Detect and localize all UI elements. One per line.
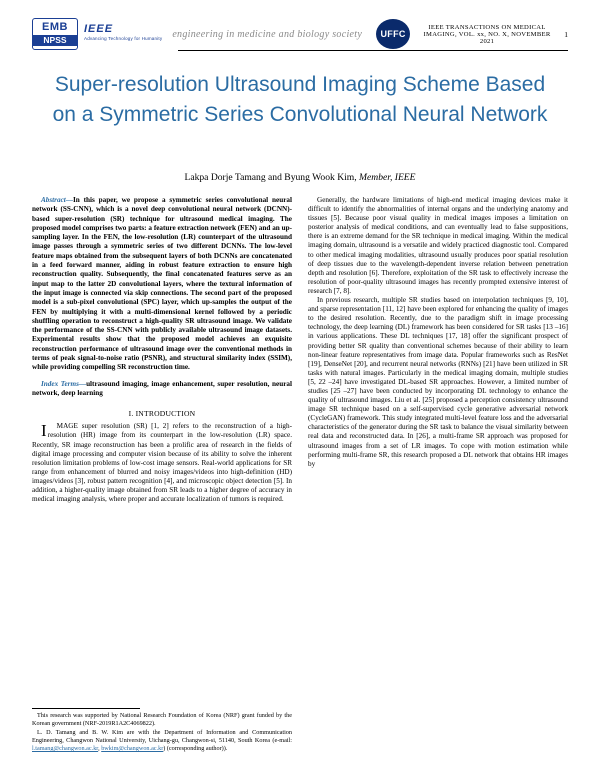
author-line	[40, 172, 560, 183]
index-terms-text: ultrasound imaging, image enhancement, super resolution, neural network, deep learning	[32, 379, 293, 397]
emb-logo-top-label: EMB	[42, 21, 68, 33]
abstract-label: Abstract—	[41, 196, 73, 204]
ieee-logo	[84, 25, 162, 43]
right-column	[308, 196, 568, 504]
header-divider	[178, 50, 568, 51]
author-email-2[interactable]: bwkim@changwon.ac.kr	[101, 745, 164, 752]
emb-logo-bottom-label: NPSS	[33, 35, 77, 46]
footnote-affiliation-post: ) (corresponding author)).	[163, 745, 228, 752]
author-names: Lakpa Dorje Tamang and Byung Wook Kim,	[184, 172, 360, 183]
intro-dropcap: I	[41, 421, 47, 441]
section-heading-introduction: I. INTRODUCTION	[128, 409, 196, 419]
footnote-divider	[32, 708, 140, 709]
emb-npss-logo	[32, 18, 78, 50]
author-membership: Member, IEEE	[359, 172, 416, 183]
page-header	[32, 14, 568, 54]
footnote-affiliation	[32, 729, 292, 753]
footnote-block	[32, 708, 292, 754]
body-columns	[32, 196, 568, 504]
left-column	[32, 196, 292, 504]
journal-reference-line: IEEE TRANSACTIONS ON MEDICAL IMAGING, VOL. xx, NO. X, NOVEMBER 2021	[423, 23, 551, 45]
abstract-text: In this paper, we propose a symmetric series convolutional neural network (SS-CNN), which is a novel deep convolutional neural network (DCNN)-based super-resolution (SR) technique for ultrasound medical imaging. The proposed model comprises two parts: a feature extraction network (FEN) and an up-sampling layer. In the FEN, the low-resolution (LR) counterpart of the ultrasound image passes through a symmetric series of two different DCNNs. The low-level feature maps obtained from the subsequent layers of both DCNNs are concatenated in a feed forward manner, aiding in robust feature extraction to ensure high reconstruction quality. Subsequently, the final concatenated features serve as an input map to the latter 2D convolutional layers, where the textural information of the input image is connected via skip connections. The second part of the proposed model is a sub-pixel convolutional (SPC) layer, which up-samples the output of the FEN by multiplying it with a multi-dimensional kernel followed by a periodic shuffling operation to reconstruct a high-quality SR ultrasound image. We validate the performance of the SS-CNN with publicly available ultrasound image datasets. Experimental results show that the proposed model achieves an exquisite reconstruction performance of ultrasound image over the conventional methods in terms of peak signal-to-noise ratio (PSNR), and structural similarity index (SSIM), while providing compelling SR reconstruction time.	[32, 196, 292, 372]
author-email-1[interactable]: l.tamang@changwon.ac.kr	[32, 745, 99, 752]
footnote-affiliation-mid: ,	[98, 745, 102, 752]
uffc-logo: UFFC	[376, 19, 410, 49]
abstract-block	[32, 196, 292, 373]
right-paragraph-1: Generally, the hardware limitations of high-end medical imaging devices make it difficult to identify the abnormalities of internal organs and the underlying anatomy and tissues [5]. Because poor visual quality in medical images imposes a limitation on posterior analysis of medical conditions, and can eventually lead to false suppositions, there is an extreme demand for the SR technique in medical imaging. Within the medical imaging domain, ultrasound is a versatile and widely practiced diagnostic tool. Compared to other medical imaging modalities, ultrasound usually produces poor spatial resolution of deep tissues due to the wavelength-dependent inverse relation between penetration depth and resolution [6]. Therefore, exploitation of the SR task to effectively increase the resolution of poor-quality ultrasound images has recently prompted extensive interest of research [7, 8].	[308, 196, 568, 295]
intro-paragraph-1	[32, 422, 292, 504]
page-number: 1	[564, 29, 568, 39]
index-terms-block	[32, 380, 292, 399]
ieee-logo-word: IEEE	[84, 23, 114, 35]
footnote-funding: This research was supported by National Research Foundation of Korea (NRF) grant funded by the Korean government (NRF-2019R1A2C4069822).	[32, 712, 292, 727]
page-title: Super-resolution Ultrasound Imaging Scheme Based on a Symmetric Series Convolutional Neural Network	[52, 73, 548, 126]
ieee-logo-tagline: Advancing Technology for Humanity	[84, 36, 163, 41]
footnote-affiliation-pre: L. D. Tamang and B. W. Kim are with the Department of Information and Communication Engineering, Changwon National University, Uichang-gu, Changwon-si, 51140, South Korea (e-mail:	[32, 729, 292, 744]
embs-script-logo: engineering in medicine and biology society	[172, 28, 363, 40]
publisher-logos	[32, 18, 410, 50]
index-terms-label: Index Terms—	[41, 379, 87, 388]
intro-paragraph-1-text: MAGE super resolution (SR) [1, 2] refers to the reconstruction of a high-resolution (HR) image from its counterpart in the low-resolution (LR) space. Recently, SR image reconstruction has been a prolific area of research in the fields of digital image processing and computer vision because of its ability to solve the inherent resolution limitation problems of low-cost image sensors. Real-world applications for SR range from enhancement of blurred and noisy images/videos into high-definition (HD) images/videos [3], robust pattern recognition [4], and microscopic object detection [5]. In addition, a higher-quality image obtained from SR leads to a higher degree of accuracy in medical imaging analysis, where proper and accurate localization of tumors is required.	[32, 422, 292, 504]
right-paragraph-2: In previous research, multiple SR studies based on interpolation techniques [9, 10], and sparse representation [11, 12] have been explored for enhancing the quality of images to the desired resolution. Recently, due to the paradigm shift in image processing technology, the deep learning (DL) framework has been considered for SR tasks [13 –16] in various applications. These DL techniques [17, 18] offer the significant prospect of providing better SR quality than conventional schemes because of their ability to learn non-linear feature representatives from image data. Popular frameworks such as ResNet [19], DenseNet [20], and recurrent neural networks (RNNs) [21] have been utilized in SR tasks with natural images. Particularly in the medical imaging domain, multiple studies [5, 22 –24] have investigated DL-based SR approaches. However, a limited number of studies [25 –27] have been conducted by incorporating DL technology to enhance the quality of ultrasound images. Liu et al. [25] proposed a perception consistency ultrasound image SR technique based on a self-supervised cycle generative adversarial network (CycleGAN) framework. This study integrated multi-level feature loss and the adversarial characteristics of the generator during the SR task to balance the visual similarity between real data and reconstructed data. In [26], a multi-frame SR approach was proposed for ultrasound images from a set of LR images. To cope with motion estimation while performing multi-frame SR, this research proposed a DL network that obtains HR images by	[308, 296, 568, 468]
